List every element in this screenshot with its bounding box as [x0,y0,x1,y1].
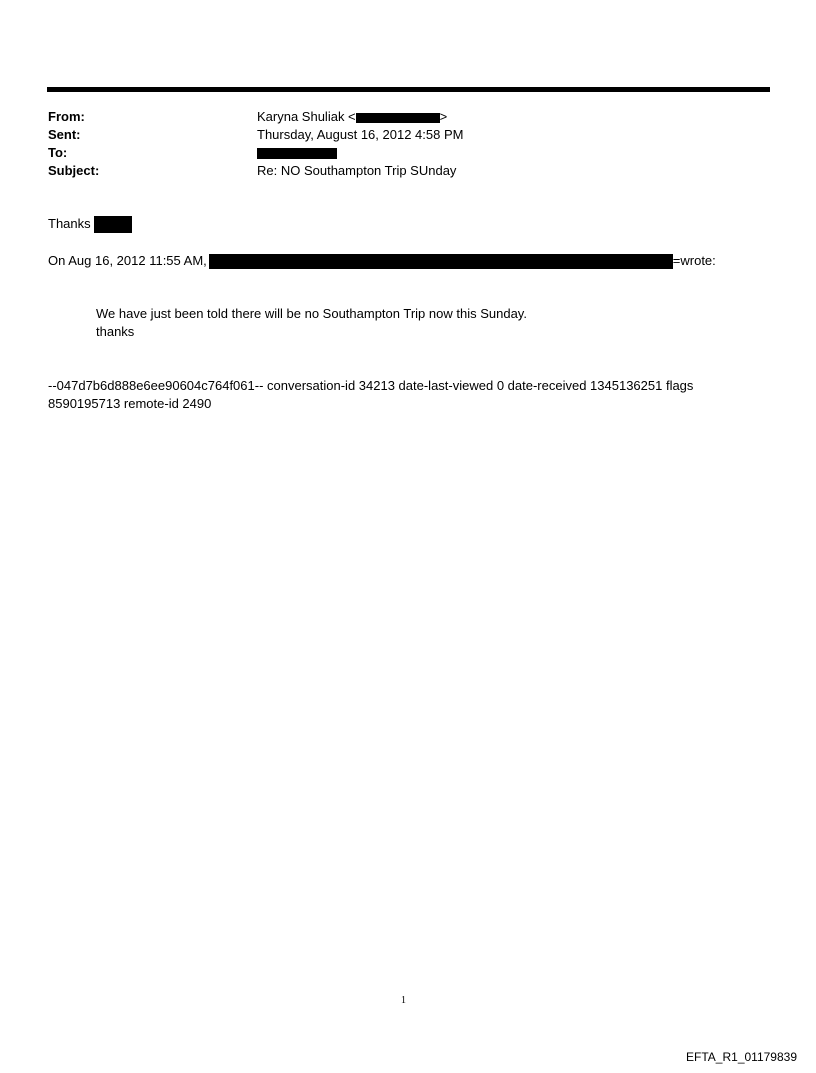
quoted-line-1: We have just been told there will be no Southampton Trip now this Sunday. [96,306,527,321]
thanks-line [48,215,132,233]
sent-row [48,126,768,144]
header-divider-rule [47,87,770,92]
to-value [257,144,337,162]
subject-label: Subject: [48,163,100,178]
to-label: To: [48,145,68,160]
from-suffix: > [439,109,448,124]
quoted-message [96,305,527,341]
bates-number: EFTA_R1_01179839 [686,1050,797,1064]
redacted-thanks-name [94,216,132,233]
sent-value: Thursday, August 16, 2012 4:58 PM [257,127,464,142]
message-metadata: --047d7b6d888e6ee90604c764f061-- conversation-id 34213 date-last-viewed 0 date-received 1345136251 flags 8590195713 remote-id 2490 [48,378,694,411]
page-number: 1 [401,995,406,1006]
subject-row [48,162,768,180]
redacted-from-email [356,113,440,123]
redacted-to-recipient [257,148,337,159]
redacted-sender-address [209,254,673,269]
reply-intro-line [48,252,716,270]
reply-intro-text: On Aug 16, 2012 11:55 AM, [48,253,207,268]
quoted-line-2: thanks [96,324,135,339]
from-name: Karyna Shuliak < [257,109,356,124]
from-label: From: [48,109,85,124]
from-row [48,108,768,126]
email-header [48,108,768,180]
to-row [48,144,768,162]
reply-suffix-text: =wrote: [672,253,716,268]
subject-value: Re: NO Southampton Trip SUnday [257,163,457,178]
thanks-text: Thanks [48,216,91,231]
from-value [257,108,447,126]
sent-label: Sent: [48,127,81,142]
